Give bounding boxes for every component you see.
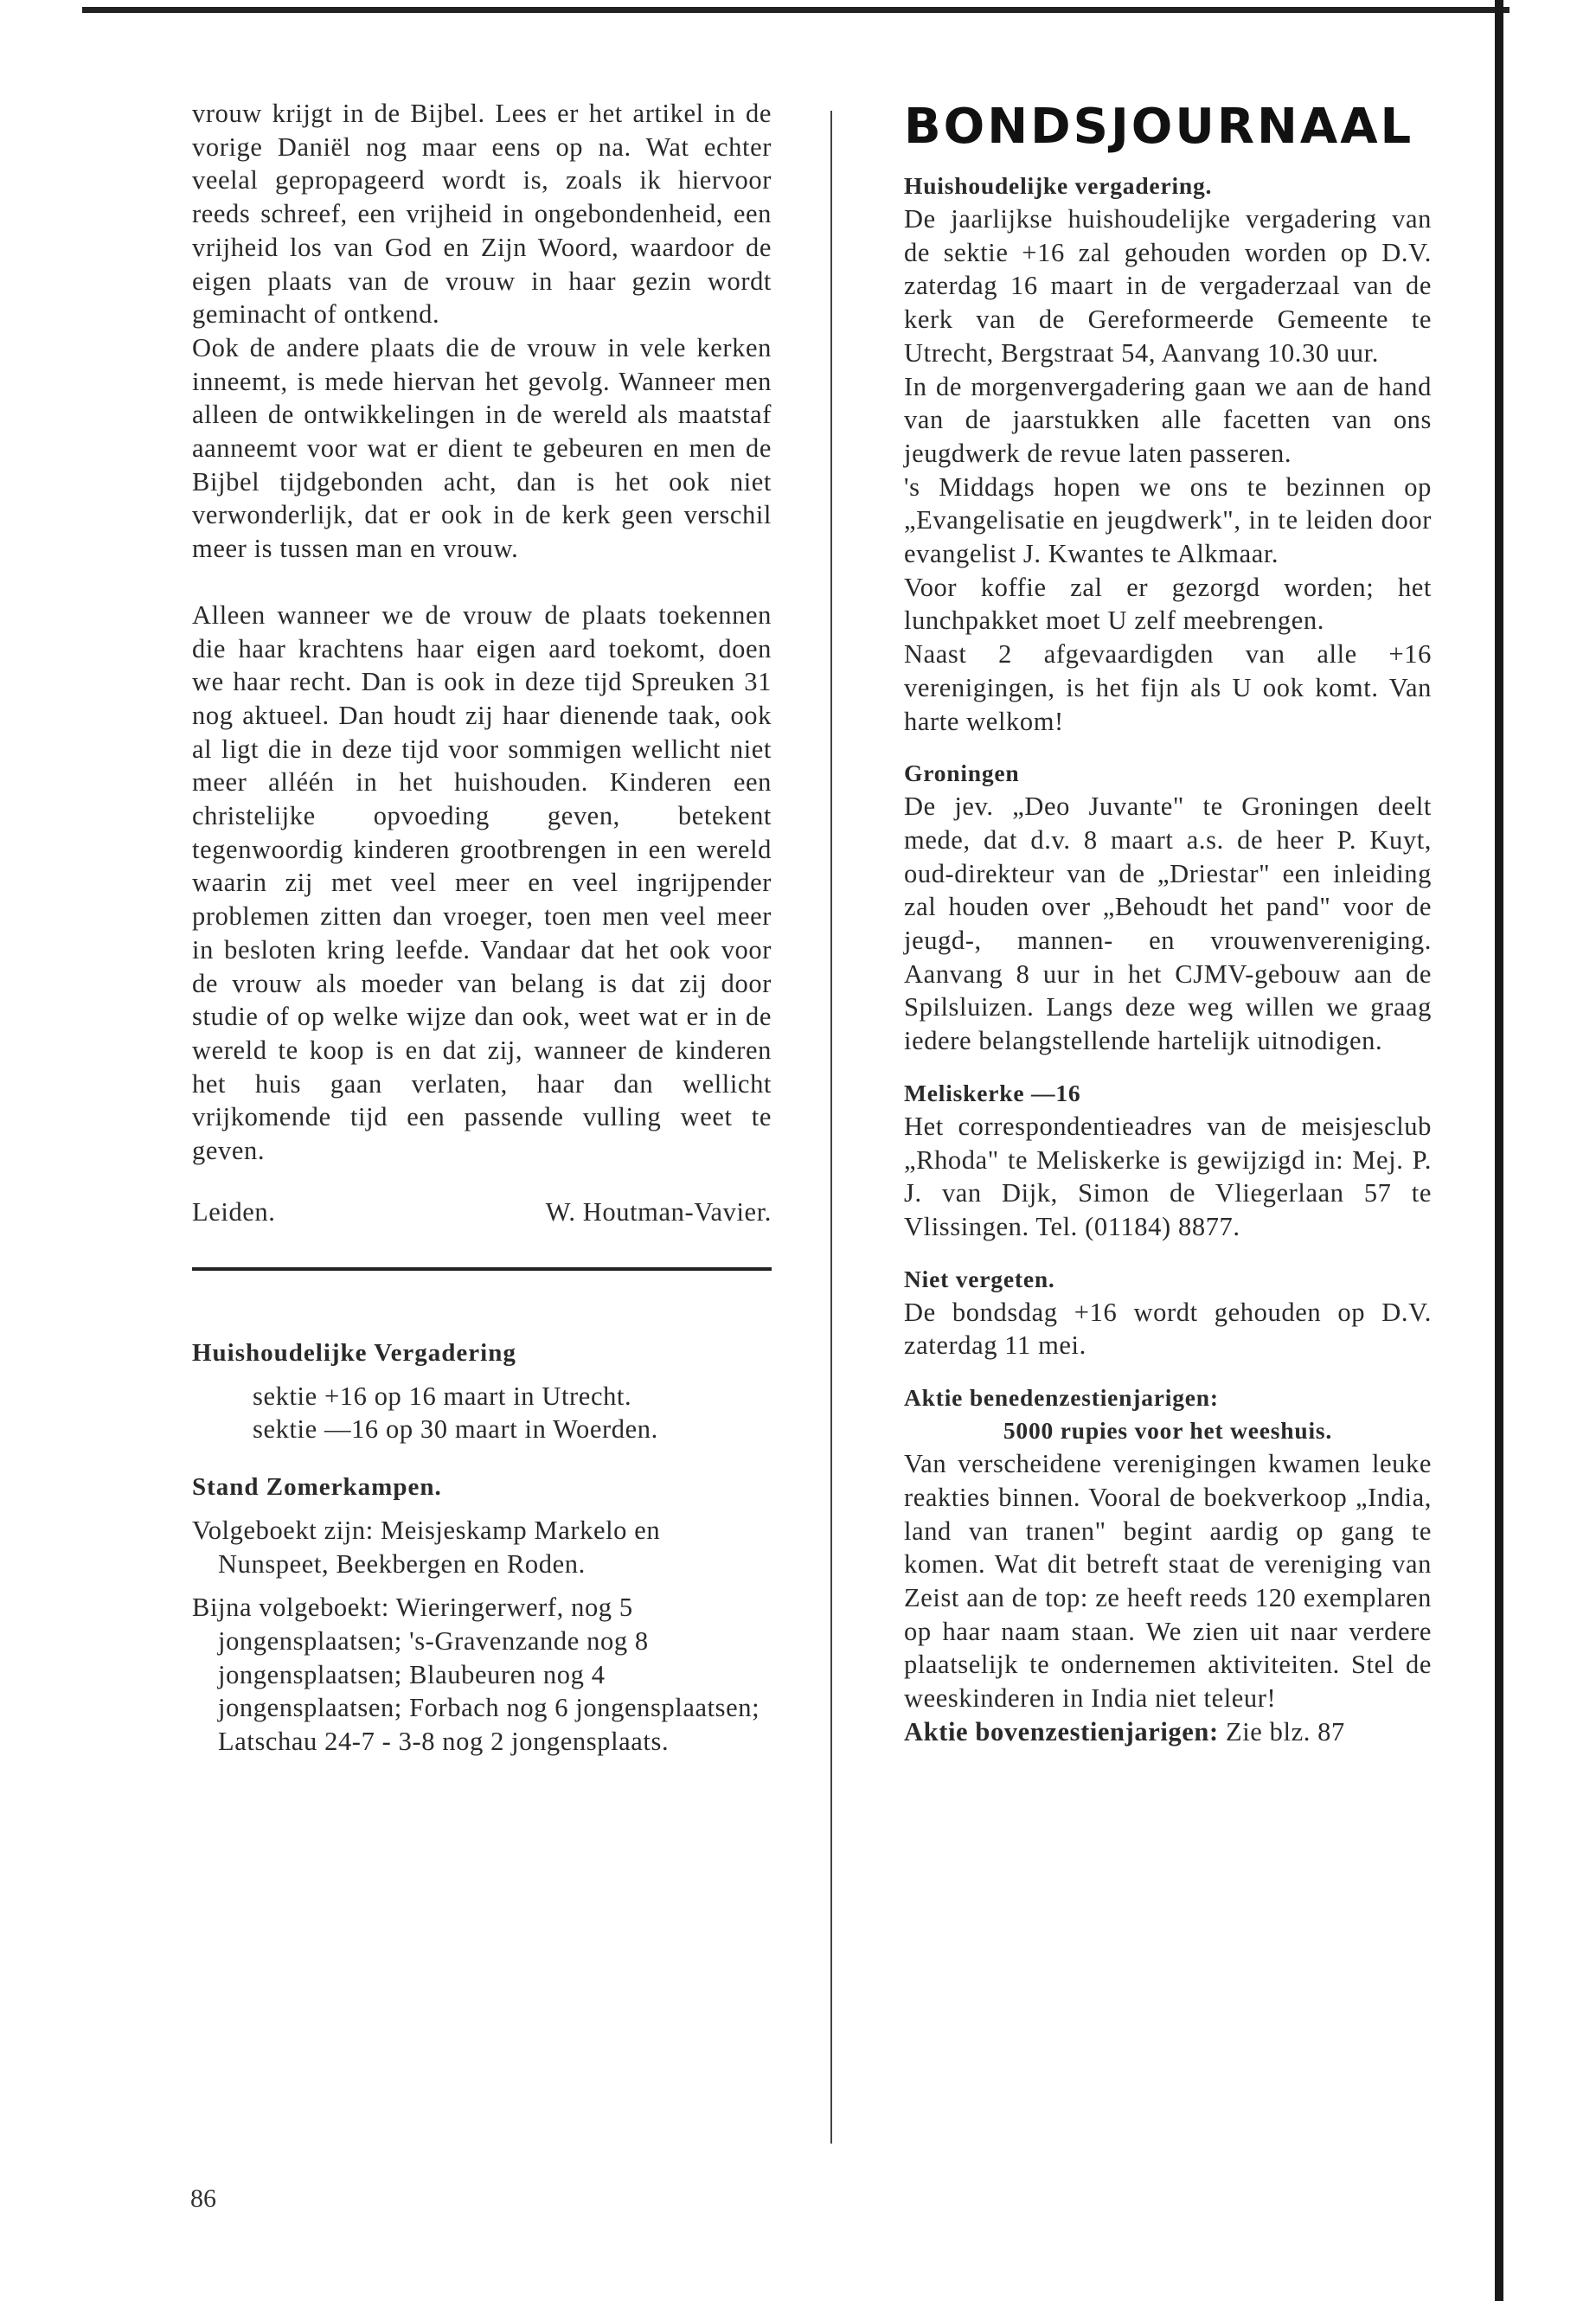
column-divider [830,111,832,2144]
right-column [904,97,1432,1748]
article-paragraph: Ook de andere plaats die de vrouw in vele kerken inneemt, is mede hiervan het gevolg. Wanneer men alleen de ontwikkelingen in de wereld als maatstaf aanneemt voor wat er dient te gebeuren en men de Bijbel tijdgebonden acht, dan is het ook niet verwonderlijk, dat er ook in de kerk geen verschil meer is tussen man en vrouw. [192,332,772,564]
signature-place: Leiden. [192,1196,276,1227]
section-paragraph: De jaarlijkse huishoudelijke vergadering van de sektie +16 zal gehouden worden op D.V. zaterdag 16 maart in de vergaderzaal van de kerk van de Gereformeerde Gemeente te Utrecht, Bergstraat 54, Aanvang 10.30 uur. [904,204,1432,368]
vergadering-date-line: sektie +16 op 16 maart in Utrecht. [253,1381,632,1411]
section-heading-aktie-beneden: Aktie benedenzestienjarigen: [904,1384,1219,1412]
section-paragraph: De bondsdag +16 wordt gehouden op D.V. zaterdag 11 mei. [904,1297,1432,1361]
section-heading-groningen: Groningen [904,760,1020,787]
bondsjournaal-masthead: BONDSJOURNAAL [904,99,1414,155]
vergadering-date-line: sektie —16 op 30 maart in Woerden. [253,1414,658,1445]
vergadering-dates [192,1380,772,1446]
top-rule [82,7,1509,13]
aktie-boven-line [904,1715,1432,1749]
stand-zomerkampen-heading: Stand Zomerkampen. [192,1472,442,1501]
section-paragraph: Het correspondentieadres van de meisjesclub „Rhoda" te Meliskerke is gewijzigd in: Mej. P. J. van Dijk, Simon de Vliegerlaan 57 te Vlissingen. Tel. (01184) 8877. [904,1111,1432,1241]
article-paragraph: vrouw krijgt in de Bijbel. Lees er het artikel in de vorige Daniël nog maar eens op na. Wat echter veelal gepropageerd wordt is, zoals ik hiervoor reeds schreef, een vrijheid in ongebondenheid, een vrijheid los van God en Zijn Woord, waardoor de eigen plaats van de vrouw in haar gezin wordt geminacht of ontkend. [192,99,772,330]
page-reference: Zie blz. 87 [1225,1716,1345,1747]
huishoudelijke-vergadering-heading: Huishoudelijke Vergadering [192,1338,516,1367]
bijna-volgeboekt-paragraph: Bijna volgeboekt: Wieringerwerf, nog 5 jongensplaatsen; 's-Gravenzande nog 8 jongensplaatsen; Blaubeuren nog 4 jongensplaatsen; Forbach nog 6 jongensplaatsen; Latschau 24-7 - 3-8 nog 2 jongensplaats. [192,1593,760,1757]
section-paragraph: 's Middags hopen we ons te bezinnen op „Evangelisatie en jeugdwerk", in te leiden door evangelist J. Kwantes te Alkmaar. [904,471,1432,569]
section-paragraph: Naast 2 afgevaardigden van alle +16 verenigingen, is het fijn als U ook komt. Van harte welkom! [904,639,1432,736]
section-divider-rule [192,1267,772,1271]
left-column [192,97,772,1759]
article-paragraph: Alleen wanneer we de vrouw de plaats toekennen die haar krachtens haar eigen aard toekomt, doen we haar recht. Dan is ook in deze tijd Spreuken 31 nog aktueel. Dan houdt zij haar dienende taak, ook al ligt die in deze tijd voor sommigen wellicht niet meer alléén in het huishouden. Kinderen een christelijke opvoeding geven, betekent tegenwoordig kinderen grootbrengen in een wereld waarin zij met veel meer en veel ingrijpender problemen zitten dan vroeger, toen men veel meer in besloten kring leefde. Vandaar dat het ook voor de vrouw als moeder van belang is dat zij door studie of op welke wijze dan ook, weet wat er in de wereld te koop is en dat zij, wanneer de kinderen het huis gaan verlaten, haar dan wellicht vrijkomende tijd een passende vulling weet te geven. [192,599,772,1166]
volgeboekt-paragraph: Volgeboekt zijn: Meisjeskamp Markelo en Nunspeet, Beekbergen en Roden. [192,1515,661,1579]
section-paragraph: Voor koffie zal er gezorgd worden; het lunchpakket moet U zelf meebrengen. [904,572,1432,636]
signature-line [192,1195,772,1229]
section-subheading-rupies: 5000 rupies voor het weeshuis. [1003,1417,1333,1445]
page-edge-shadow [1495,0,1503,2301]
page-number: 86 [190,2184,216,2213]
section-paragraph: De jev. „Deo Juvante" te Groningen deelt mede, dat d.v. 8 maart a.s. de heer P. Kuyt, oud-direkteur van de „Driestar" een inleiding zal houden over „Behoudt het pand" voor de jeugd-, mannen- en vrouwenvereniging. Aanvang 8 uur in het CJMV-gebouw aan de Spilsluizen. Langs deze weg willen we graag iedere belangstellende hartelijk uitnodigen. [904,792,1432,1056]
section-heading-niet-vergeten: Niet vergeten. [904,1265,1055,1292]
signature-author: W. Houtman-Vavier. [545,1196,772,1227]
section-paragraph: In de morgenvergadering gaan we aan de hand van de jaarstukken alle facetten van ons jeugdwerk de revue laten passeren. [904,371,1432,468]
section-paragraph: Van verscheidene verenigingen kwamen leuke reakties binnen. Vooral de boekverkoop „India, land van tranen" begint aardig op gang te komen. Wat dit betreft staat de vereniging van Zeist aan de top: ze heeft reeds 120 exemplaren op haar naam staan. We zien uit naar verdere plaatselijk te ondernemen aktiviteiten. Stel de weeskinderen in India niet teleur! [904,1449,1432,1714]
section-heading-aktie-boven: Aktie bovenzestienjarigen: [904,1716,1219,1747]
section-heading-huishoudelijke: Huishoudelijke vergadering. [904,172,1213,199]
section-heading-meliskerke: Meliskerke —16 [904,1079,1081,1106]
